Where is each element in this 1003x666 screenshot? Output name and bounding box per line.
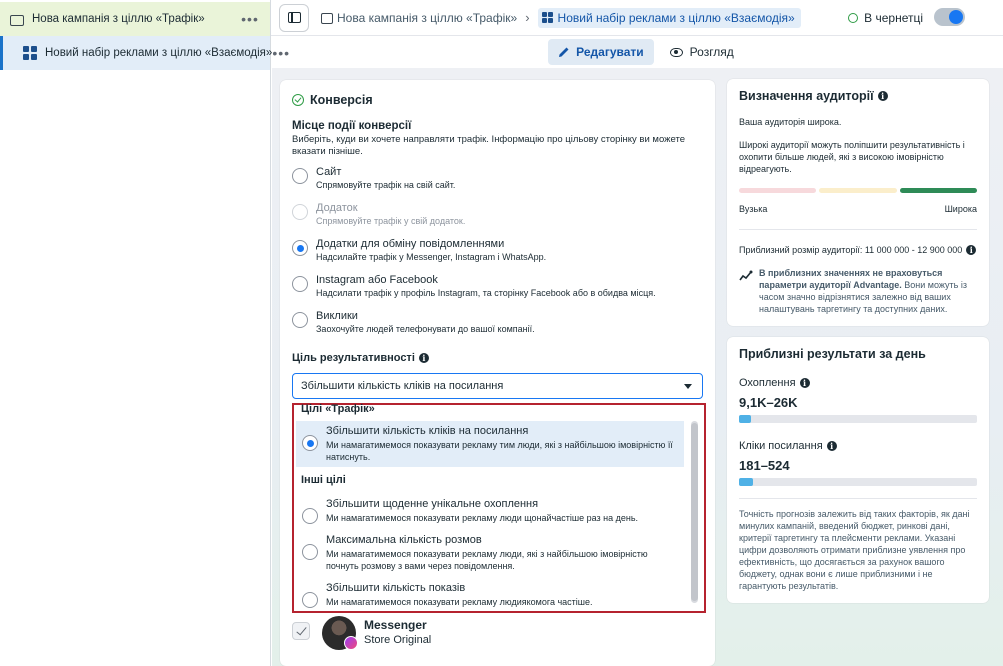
radio-button[interactable] xyxy=(302,508,318,524)
advantage-note-rest: Вони можуть із часом значно відрізнятися залежно від ваших налаштувань таргетингу та доступних даних. xyxy=(759,280,967,314)
audience-breadth-meter xyxy=(739,188,977,193)
performance-goal-select[interactable] xyxy=(292,373,703,399)
clicks-bar-fill xyxy=(739,478,753,486)
dropdown-item-desc: Ми намагатимемося показувати рекламу люди, які з найбільшою імовірністю почнуть розмову з вами через повідомлення. xyxy=(326,549,648,571)
meter-segment-narrow xyxy=(739,188,816,193)
conversion-location-title: Місце події конверсії xyxy=(292,120,412,132)
preview-button[interactable] xyxy=(670,45,734,59)
draft-status xyxy=(848,11,923,25)
more-options-icon[interactable]: ••• xyxy=(241,11,259,27)
goal-dropdown-menu xyxy=(292,403,706,613)
eye-icon xyxy=(670,48,683,57)
radio-button[interactable] xyxy=(292,168,308,184)
top-bar xyxy=(271,0,1003,36)
side-panel-icon xyxy=(288,12,301,23)
radio-button-selected[interactable] xyxy=(292,240,308,256)
sidebar-item-campaign[interactable] xyxy=(0,2,270,36)
dropdown-scrollbar[interactable] xyxy=(691,421,698,603)
mode-bar xyxy=(271,36,1003,68)
audience-title: Визначення аудиторії xyxy=(739,89,874,103)
messenger-name: Messenger xyxy=(364,618,427,632)
edit-label: Редагувати xyxy=(576,45,644,59)
breadcrumb-adset[interactable] xyxy=(538,8,801,28)
audience-definition-card xyxy=(727,79,989,326)
option-label: Instagram або Facebook xyxy=(316,274,438,286)
messenger-icon xyxy=(344,636,358,650)
preview-label: Розгляд xyxy=(689,45,734,59)
option-label: Додаток xyxy=(316,202,358,214)
dropdown-item-label: Збільшити кількість показів xyxy=(326,582,466,594)
radio-button[interactable] xyxy=(292,276,308,292)
publish-toggle[interactable] xyxy=(934,8,965,26)
status-label: В чернетці xyxy=(864,11,923,25)
radio-button-selected[interactable] xyxy=(302,435,318,451)
daily-results-card xyxy=(727,337,989,603)
reach-label: Охоплення xyxy=(739,377,796,389)
meter-label-wide: Широка xyxy=(944,204,977,214)
radio-button xyxy=(292,204,308,220)
audience-desc: Широкі аудиторії можуть поліпшити результативність і охопити більше людей, які з високою імовірністю відреагують. xyxy=(739,140,965,174)
option-desc: Заохочуйте людей телефонувати до вашої компанії. xyxy=(316,324,535,334)
dropdown-item-conversations[interactable] xyxy=(296,530,684,576)
reach-label-row xyxy=(739,377,810,389)
pencil-icon xyxy=(558,46,570,58)
divider xyxy=(739,229,977,230)
sidebar-item-adset[interactable] xyxy=(0,36,291,70)
dropdown-group-other: Інші цілі xyxy=(301,474,346,486)
meter-segment-mid xyxy=(819,188,896,193)
folder-icon xyxy=(10,15,24,26)
meter-segment-wide xyxy=(900,188,977,193)
audience-size-label: Приблизний розмір аудиторії: 11 000 000 - 12 900 000 xyxy=(739,245,963,255)
results-title: Приблизні результати за день xyxy=(739,347,926,361)
reach-bar xyxy=(739,415,977,423)
folder-icon xyxy=(321,13,333,24)
audience-status: Ваша аудиторія широка. xyxy=(739,117,842,127)
advantage-note xyxy=(759,267,981,315)
radio-button[interactable] xyxy=(302,592,318,608)
dropdown-item-desc: Ми намагатимемося показувати рекламу тим люди, які з найбільшою імовірністю її натиснуть. xyxy=(326,440,673,462)
info-icon[interactable]: i xyxy=(878,91,888,101)
info-icon[interactable]: i xyxy=(419,353,429,363)
clicks-label-row xyxy=(739,440,837,452)
breadcrumb-campaign[interactable] xyxy=(321,11,517,25)
toggle-panel-button[interactable] xyxy=(279,4,309,32)
radio-button[interactable] xyxy=(292,312,308,328)
toggle-knob xyxy=(949,10,963,24)
info-icon[interactable]: i xyxy=(827,441,837,451)
more-options-icon[interactable]: ••• xyxy=(272,45,291,61)
dropdown-item-label: Максимальна кількість розмов xyxy=(326,534,482,546)
adset-grid-icon xyxy=(23,46,37,60)
dropdown-item-desc: Ми намагатимемося показувати рекламу людиякомога частіше. xyxy=(326,597,593,607)
info-icon[interactable]: i xyxy=(966,245,976,255)
dropdown-group-traffic: Цілі «Трафік» xyxy=(301,403,375,415)
option-label: Додатки для обміну повідомленнями xyxy=(316,238,505,250)
clicks-label: Кліки посилання xyxy=(739,440,823,452)
scrollbar-thumb[interactable] xyxy=(691,423,698,601)
meter-label-narrow: Вузька xyxy=(739,204,768,214)
sidebar xyxy=(0,0,291,666)
audience-size xyxy=(739,244,985,256)
advantage-trend-icon xyxy=(739,270,753,282)
conversion-location-desc: Виберіть, куди ви хочете направляти трафік. Інформацію про цільову сторінку ви можете вказати пізніше. xyxy=(292,134,685,157)
advantage-note-bold: В приблизних значеннях не враховуться параметри аудиторії Advantage. xyxy=(759,268,943,290)
option-label: Сайт xyxy=(316,166,342,178)
results-disclaimer: Точність прогнозів залежить від таких факторів, як дані минулих кампаній, введений бюджет, ринкові дані, критерії таргетингу та плейсменти реклами. Указані цифри дозволяють отримати приблизне уявлення про ефективність, що досягається за рахунок вашого бюджету, однак вони є лише приблизними і не гарантують результатів. xyxy=(739,509,970,591)
option-label: Виклики xyxy=(316,310,358,322)
adset-grid-icon xyxy=(542,12,554,23)
sidebar-item-label: Нова кампанія з ціллю «Трафік» xyxy=(32,13,205,25)
info-icon[interactable]: i xyxy=(800,378,810,388)
caret-down-icon xyxy=(684,384,692,389)
selected-goal: Збільшити кількість кліків на посилання xyxy=(301,380,504,392)
option-desc: Надсилайте трафік у Messenger, Instagram і WhatsApp. xyxy=(316,252,547,262)
dropdown-item-label: Збільшити кількість кліків на посилання xyxy=(326,425,529,437)
reach-value: 9,1K–26K xyxy=(739,395,798,410)
breadcrumb-campaign-label: Нова кампанія з ціллю «Трафік» xyxy=(337,10,518,25)
clicks-bar xyxy=(739,478,977,486)
edit-button[interactable] xyxy=(548,39,654,65)
messenger-account-row[interactable] xyxy=(292,614,592,654)
option-desc: Спрямовуйте трафік у свій додаток. xyxy=(316,216,466,226)
dropdown-item-label: Збільшити щоденне унікальне охоплення xyxy=(326,498,539,510)
dropdown-item-link-clicks[interactable] xyxy=(296,421,684,467)
divider xyxy=(739,498,977,499)
conversion-header xyxy=(292,93,373,107)
option-desc: Надсилати трафік у профіль Instagram, та сторінку Facebook або в обидва місця. xyxy=(316,288,656,298)
option-desc: Спрямовуйте трафік на свій сайт. xyxy=(316,180,456,190)
chevron-right-icon: › xyxy=(525,10,530,25)
messenger-page-name: Store Original xyxy=(364,634,432,646)
clicks-value: 181–524 xyxy=(739,458,790,473)
status-circle-icon xyxy=(848,13,858,23)
breadcrumb-adset-label: Новий набір реклами з ціллю «Взаємодія» xyxy=(557,10,795,25)
dropdown-item-desc: Ми намагатимемося показувати рекламу люди щонайчастіше раз на день. xyxy=(326,513,639,523)
messenger-checkbox[interactable] xyxy=(292,622,310,640)
conversion-title: Конверсія xyxy=(310,93,373,107)
sidebar-item-label: Новий набір реклами з ціллю «Взаємодія» xyxy=(45,47,273,59)
performance-goal-label: Ціль результативності xyxy=(292,352,415,364)
performance-goal-title xyxy=(292,352,429,364)
reach-bar-fill xyxy=(739,415,751,423)
audience-header xyxy=(739,89,888,103)
check-circle-icon xyxy=(292,94,304,106)
radio-button[interactable] xyxy=(302,544,318,560)
